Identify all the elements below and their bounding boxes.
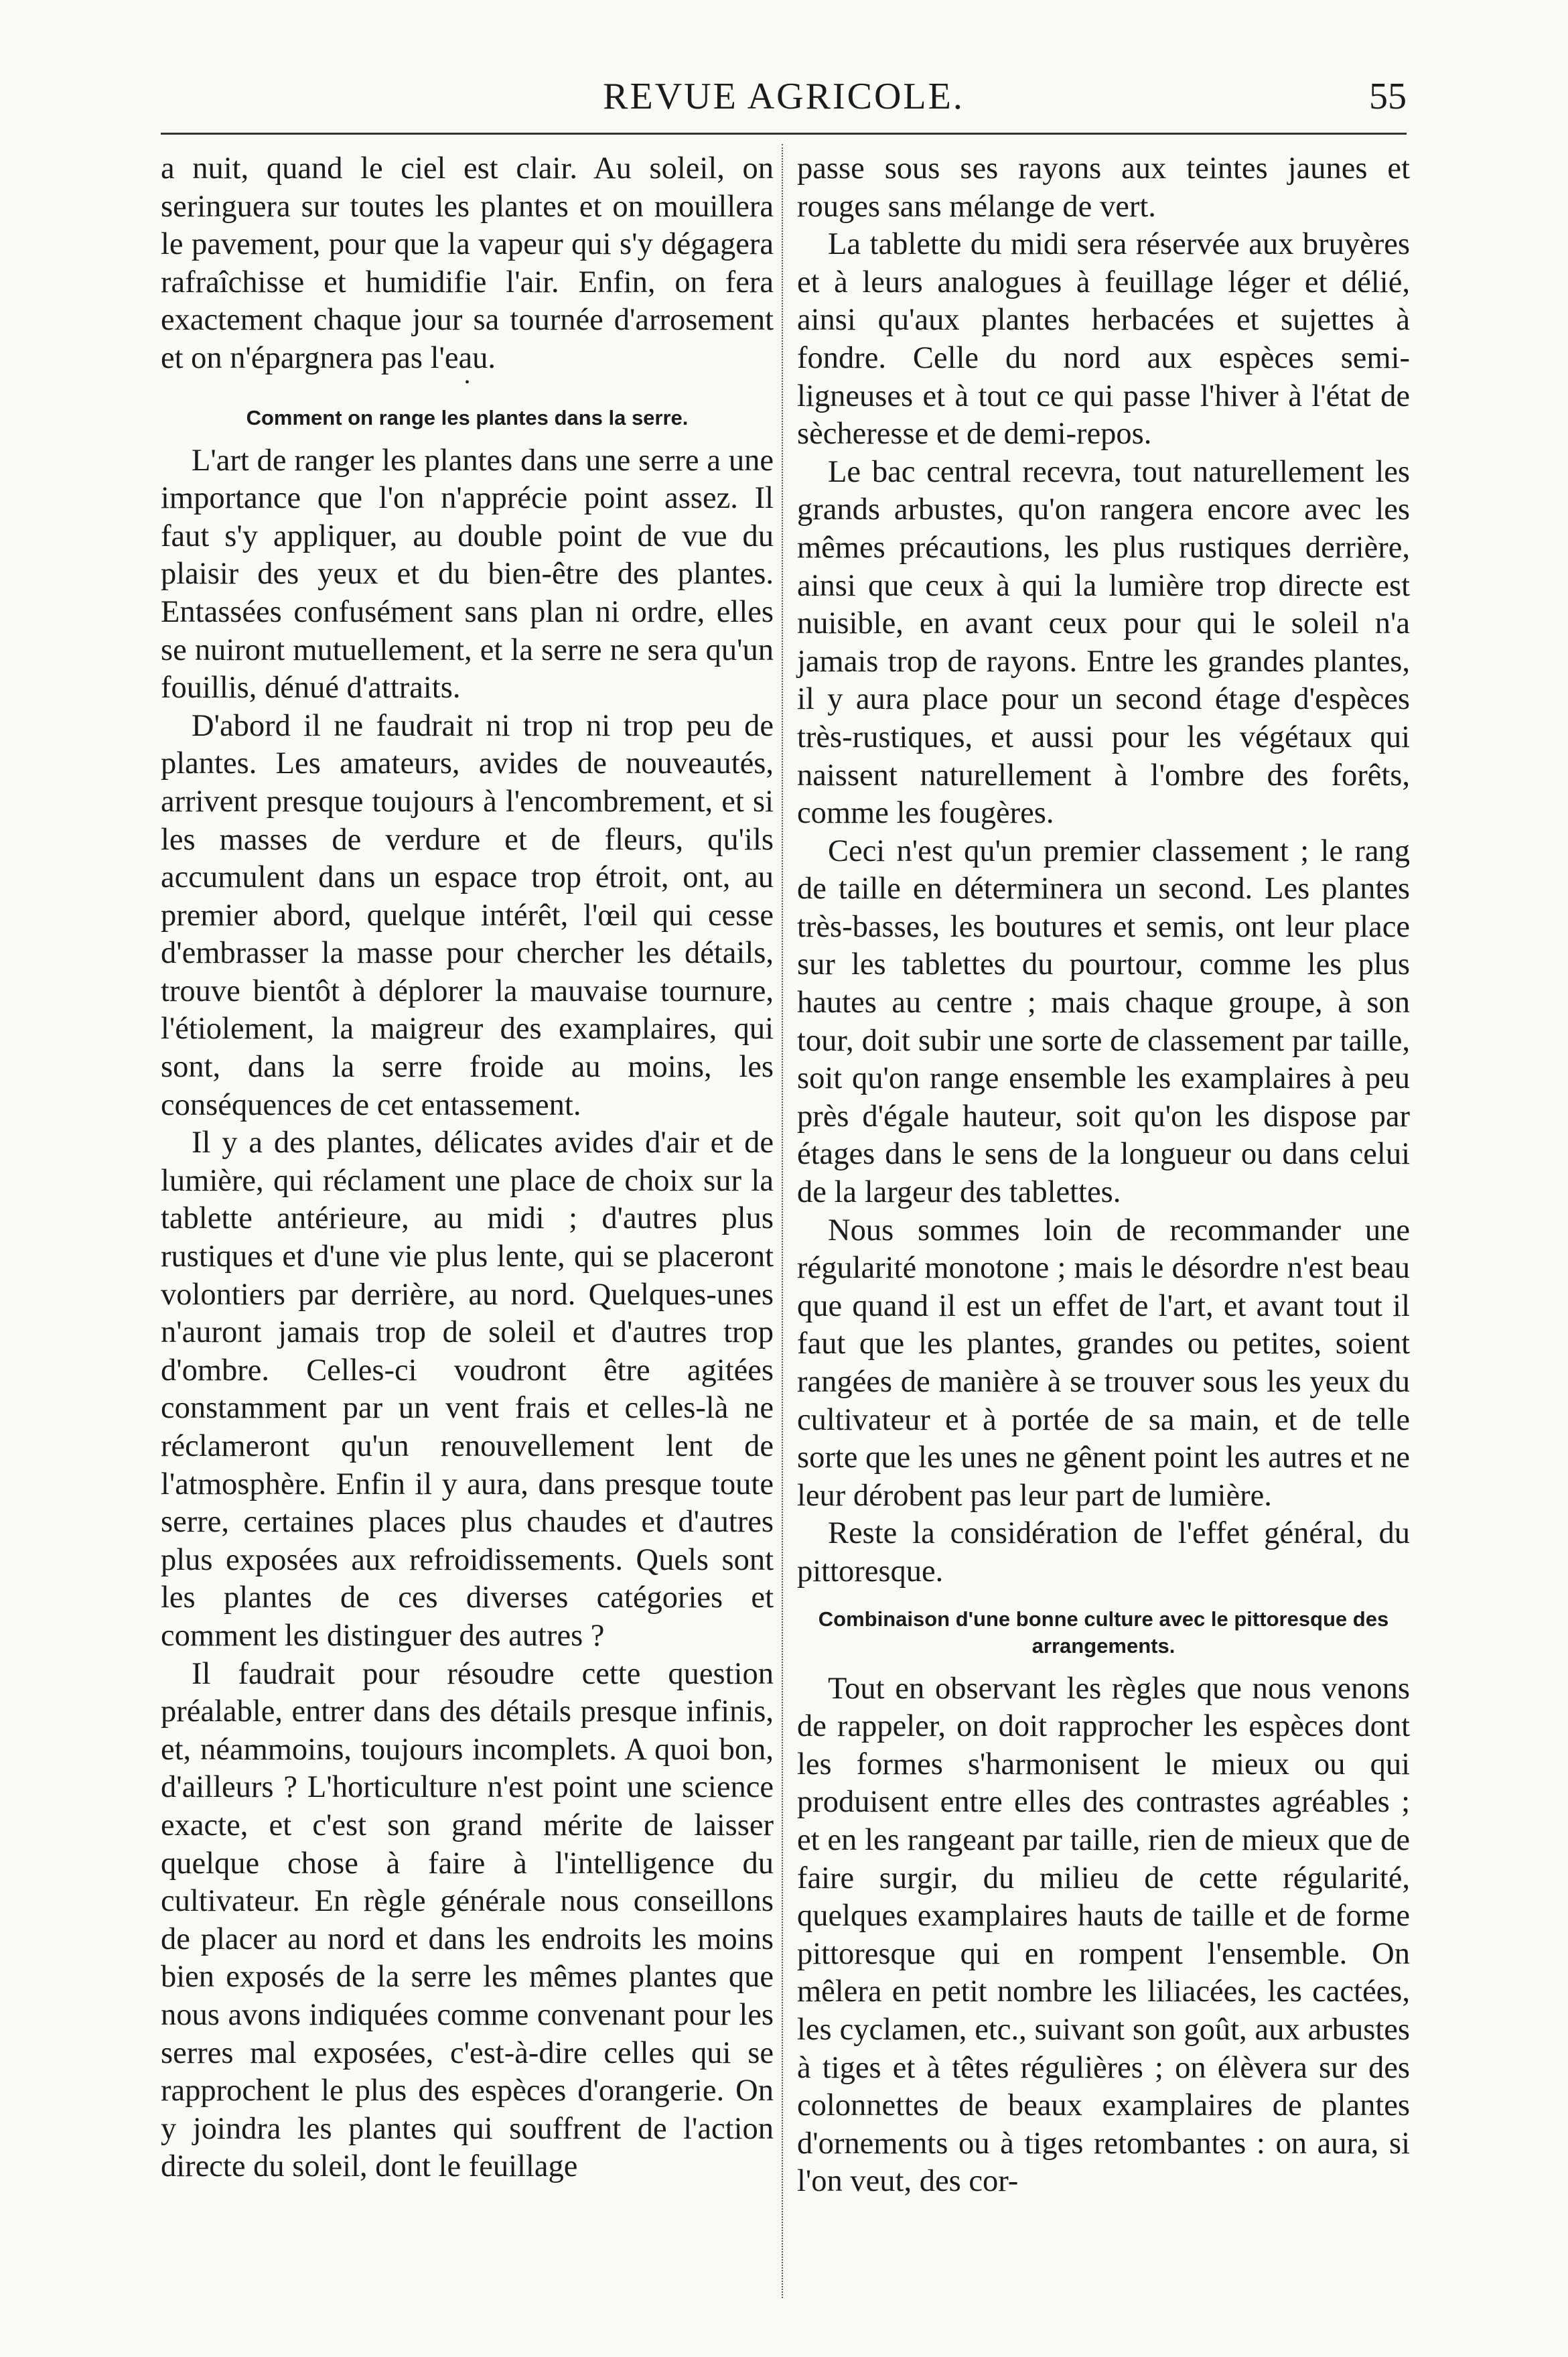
header-rule — [161, 133, 1407, 135]
paragraph: Il faudrait pour résoudre cette question préalable, entrer dans des détails presque infinis, et, néammoins, toujours incomplets. A quoi bon, d'ailleurs ? L'horticulture n'est point une science exacte, et c'est son grand mérite de laisser quelque chose à faire à l'intelligence du cultivateur. En règle générale nous conseillons de placer au nord et dans les endroits les moins bien exposés de la serre les mêmes plantes que nous avons indiquées comme convenant pour les serres mal exposées, c'est-à-dire celles qui se rapprochent le plus des espèces d'orangerie. On y joindra les plantes qui souffrent de l'action directe du soleil, dont le feuillage — [161, 1656, 774, 2184]
right-column — [797, 150, 1410, 2201]
paragraph: Ceci n'est qu'un premier classement ; le rang de taille en déterminera un second. Les plantes très-basses, les boutures et semis, ont leur place sur les tablettes du pourtour, comme les plus hautes au centre ; mais chaque groupe, à son tour, doit subir une sorte de classement par taille, soit qu'on range ensemble les examplaires à peu près d'égale hauteur, soit qu'on les dispose par étages dans le sens de la longueur ou dans celui de la largeur des tablettes. — [797, 833, 1410, 1210]
paragraph: Le bac central recevra, tout naturellement les grands arbustes, qu'on rangera encore avec les mêmes précautions, les plus rustiques derrière, ainsi que ceux à qui la lumière trop directe est nuisible, en avant ceux pour qui le soleil n'a jamais trop de rayons. Entre les grandes plantes, il y aura place pour un second étage d'espèces très-rustiques, et aussi pour les végétaux qui naissent naturellement à l'ombre des forêts, comme les fougères. — [797, 454, 1410, 831]
paragraph: D'abord il ne faudrait ni trop ni trop peu de plantes. Les amateurs, avides de nouveautés, arrivent presque toujours à l'encombrement, et si les masses de verdure et de fleurs, qu'ils accumulent dans un espace trop étroit, ont, au premier abord, quelque intérêt, l'œil qui cesse d'embrasser la masse pour chercher les détails, trouve bientôt à déplorer la mauvaise tournure, l'étiolement, la maigreur des examplaires, qui sont, dans la serre froide au moins, les conséquences de cet entassement. — [161, 708, 774, 1122]
paragraph: Il y a des plantes, délicates avides d'air et de lumière, qui réclament une place de choix sur la tablette antérieure, au midi ; d'autres plus rustiques et d'une vie plus lente, qui se placeront volontiers par derrière, au nord. Quelques-unes n'auront jamais trop de soleil et d'autres trop d'ombre. Celles-ci voudront être agitées constamment par un vent frais et celles-là ne réclameront qu'un renouvellement lent de l'atmosphère. Enfin il y aura, dans presque toute serre, certaines places plus chaudes et d'autres plus exposées aux refroidissements. Quels sont les plantes de ces diverses catégories et comment les distinguer des autres ? — [161, 1126, 774, 1653]
paragraph: L'art de ranger les plantes dans une serre a une importance que l'on n'apprécie point assez. Il faut s'y appliquer, au double point de vue du plaisir des yeux et du bien-être des plantes. Entassées confusément sans plan ni ordre, elles se nuiront mutuellement, et la serre ne sera qu'un fouillis, dénué d'attraits. — [161, 443, 774, 705]
ornament-dot: • — [464, 375, 470, 390]
section-heading: Combinaison d'une bonne culture avec le pittoresque des arrangements. — [818, 1607, 1389, 1658]
paragraph: passe sous ses rayons aux teintes jaunes et rouges sans mélange de vert. — [797, 151, 1410, 224]
left-column — [161, 150, 774, 2186]
paragraph: Tout en observant les règles que nous venons de rappeler, on doit rapprocher les espèces dont les formes s'harmonisent le mieux ou qui produisent entre elles des contrastes agréables ; et en les rangeant par taille, rien de mieux que de faire surgir, du milieu de cette régularité, quelques examplaires hauts de taille et de forme pittoresque qui en rompent l'ensemble. On mêlera en petit nombre les liliacées, les cactées, les cyclamen, etc., suivant son goût, aux arbustes à tiges et à têtes régulières ; on élèvera sur des colonnettes de beaux examplaires de plantes d'ornements ou à tiges retombantes : on aura, si l'on veut, des cor- — [797, 1671, 1410, 2199]
section-heading: Comment on range les plantes dans la serre. — [246, 405, 689, 429]
page-number: 55 — [1369, 76, 1407, 117]
column-divider — [782, 144, 783, 2298]
paragraph: Reste la considération de l'effet général, du pittoresque. — [797, 1516, 1410, 1589]
paragraph: a nuit, quand le ciel est clair. Au soleil, on seringuera sur toutes les plantes et on mouillera le pavement, pour que la vapeur qui s'y dégagera rafraîchisse et humidifie l'air. Enfin, on fera exactement chaque jour sa tournée d'arrosement et on n'épargnera pas l'eau. — [161, 151, 774, 375]
running-header — [161, 75, 1407, 122]
paragraph: Nous sommes loin de recommander une régularité monotone ; mais le désordre n'est beau que quand il est un effet de l'art, et avant tout il faut que les plantes, grandes ou petites, soient rangées de manière à se trouver sous les yeux du cultivateur et à portée de sa main, et de telle sorte que les unes ne gênent point les autres et ne leur dérobent pas leur part de lumière. — [797, 1213, 1410, 1513]
journal-title: REVUE AGRICOLE. — [603, 76, 965, 117]
paragraph: La tablette du midi sera réservée aux bruyères et à leurs analogues à feuillage léger et délié, ainsi qu'aux plantes herbacées et sujettes à fondre. Celle du nord aux espèces semi- ligneuses et à tout ce qui passe l'hiver à l'état de sècheresse et de demi-repos. — [797, 227, 1410, 452]
